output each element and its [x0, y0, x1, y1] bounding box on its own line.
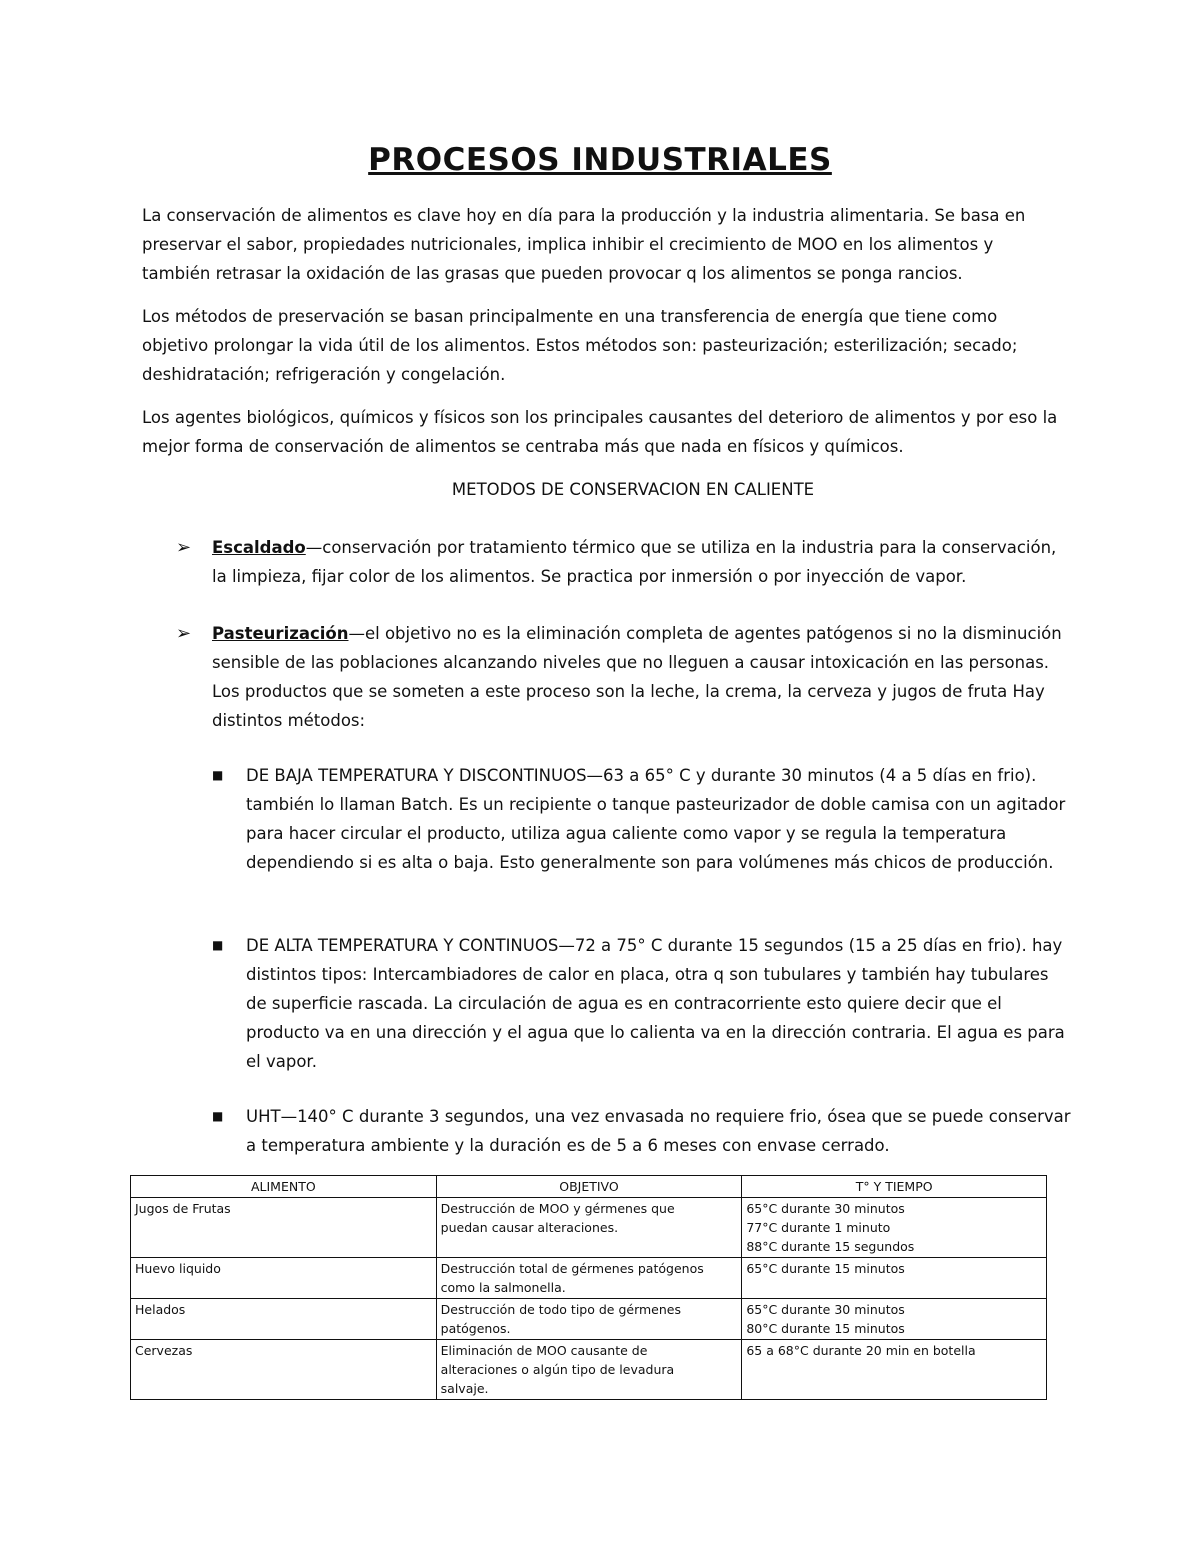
cell-tiempo: 65°C durante 30 minutos 80°C durante 15 minutos	[742, 1299, 1047, 1340]
bullet-text: —conservación por tratamiento térmico que se utiliza en la industria para la conservación, la limpieza, fijar color de los alimentos. Se practica por inmersión o por inyección de vapor.	[212, 538, 1057, 586]
square-bullet-icon: ■	[212, 1109, 224, 1123]
cell-alimento: Huevo liquido	[131, 1258, 437, 1299]
bullet-term: Escaldado	[212, 538, 306, 557]
header-objetivo: OBJETIVO	[436, 1176, 742, 1198]
header-alimento: ALIMENTO	[131, 1176, 437, 1198]
sub-bullet-text: UHT—140° C durante 3 segundos, una vez envasada no requiere frio, ósea que se puede conservar a temperatura ambiente y la duración es de 5 a 6 meses con envase cerrado.	[246, 1107, 1071, 1155]
section-heading: METODOS DE CONSERVACION EN CALIENTE	[451, 480, 815, 499]
cell-tiempo: 65°C durante 30 minutos 77°C durante 1 minuto 88°C durante 15 segundos	[742, 1198, 1047, 1258]
table-row	[131, 1258, 1047, 1299]
bullet-escaldado	[176, 533, 1076, 591]
table-row	[131, 1198, 1047, 1258]
bullet-text: —el objetivo no es la eliminación completa de agentes patógenos si no la disminución sensible de las poblaciones alcanzando niveles que no lleguen a causar intoxicación en las personas. Los productos que se someten a este proceso son la leche, la crema, la cerveza y jugos de fruta Hay distintos métodos:	[212, 624, 1062, 730]
cell-alimento: Helados	[131, 1299, 437, 1340]
cell-objetivo: Destrucción total de gérmenes patógenos como la salmonella.	[436, 1258, 742, 1299]
arrow-bullet-icon: ➢	[176, 537, 192, 558]
cell-alimento: Cervezas	[131, 1340, 437, 1400]
paragraph-methods: Los métodos de preservación se basan principalmente en una transferencia de energía que tiene como objetivo prolongar la vida útil de los alimentos. Estos métodos son: pasteurización; esterilización; secado; deshidratación; refrigeración y congelación.	[142, 307, 1018, 384]
pasteurization-table	[130, 1175, 1047, 1400]
sub-bullet-alta-temperatura	[212, 931, 1072, 1076]
sub-bullet-text: DE BAJA TEMPERATURA Y DISCONTINUOS—63 a 65° C y durante 30 minutos (4 a 5 días en frio). también lo llaman Batch. Es un recipiente o tanque pasteurizador de doble camisa con un agitador para hacer circular el producto, utiliza agua caliente como vapor y se regula la temperatura dependiendo si es alta o baja. Esto generalmente son para volúmenes más chicos de producción.	[246, 766, 1066, 872]
cell-objetivo: Destrucción de todo tipo de gérmenes patógenos.	[436, 1299, 742, 1340]
square-bullet-icon: ■	[212, 768, 224, 782]
sub-bullet-baja-temperatura	[212, 761, 1072, 877]
table-header-row	[131, 1176, 1047, 1198]
bullet-term: Pasteurización	[212, 624, 349, 643]
bullet-pasteurizacion	[176, 619, 1076, 735]
table-row	[131, 1340, 1047, 1400]
arrow-bullet-icon: ➢	[176, 623, 192, 644]
cell-objetivo: Eliminación de MOO causante de alteraciones o algún tipo de levadura salvaje.	[436, 1340, 742, 1400]
cell-objetivo: Destrucción de MOO y gérmenes que puedan causar alteraciones.	[436, 1198, 742, 1258]
paragraph-agents: Los agentes biológicos, químicos y físicos son los principales causantes del deterioro de alimentos y por eso la mejor forma de conservación de alimentos se centraba más que nada en físicos y químicos.	[142, 408, 1058, 456]
sub-bullet-uht	[212, 1102, 1072, 1160]
cell-tiempo: 65°C durante 15 minutos	[742, 1258, 1047, 1299]
page-title: PROCESOS INDUSTRIALES	[368, 142, 832, 178]
square-bullet-icon: ■	[212, 938, 224, 952]
paragraph-intro: La conservación de alimentos es clave hoy en día para la producción y la industria alimentaria. Se basa en preservar el sabor, propiedades nutricionales, implica inhibir el crecimiento de MOO en los alimentos y también retrasar la oxidación de las grasas que pueden provocar q los alimentos se ponga rancios.	[142, 206, 1026, 283]
cell-alimento: Jugos de Frutas	[131, 1198, 437, 1258]
table-row	[131, 1299, 1047, 1340]
sub-bullet-text: DE ALTA TEMPERATURA Y CONTINUOS—72 a 75° C durante 15 segundos (15 a 25 días en frio). hay distintos tipos: Intercambiadores de calor en placa, otra q son tubulares y también hay tubulares de superficie rascada. La circulación de agua es en contracorriente esto quiere decir que el producto va en una dirección y el agua que lo calienta va en la dirección contraria. El agua es para el vapor.	[246, 936, 1065, 1071]
cell-tiempo: 65 a 68°C durante 20 min en botella	[742, 1340, 1047, 1400]
header-tiempo: T° Y TIEMPO	[742, 1176, 1047, 1198]
